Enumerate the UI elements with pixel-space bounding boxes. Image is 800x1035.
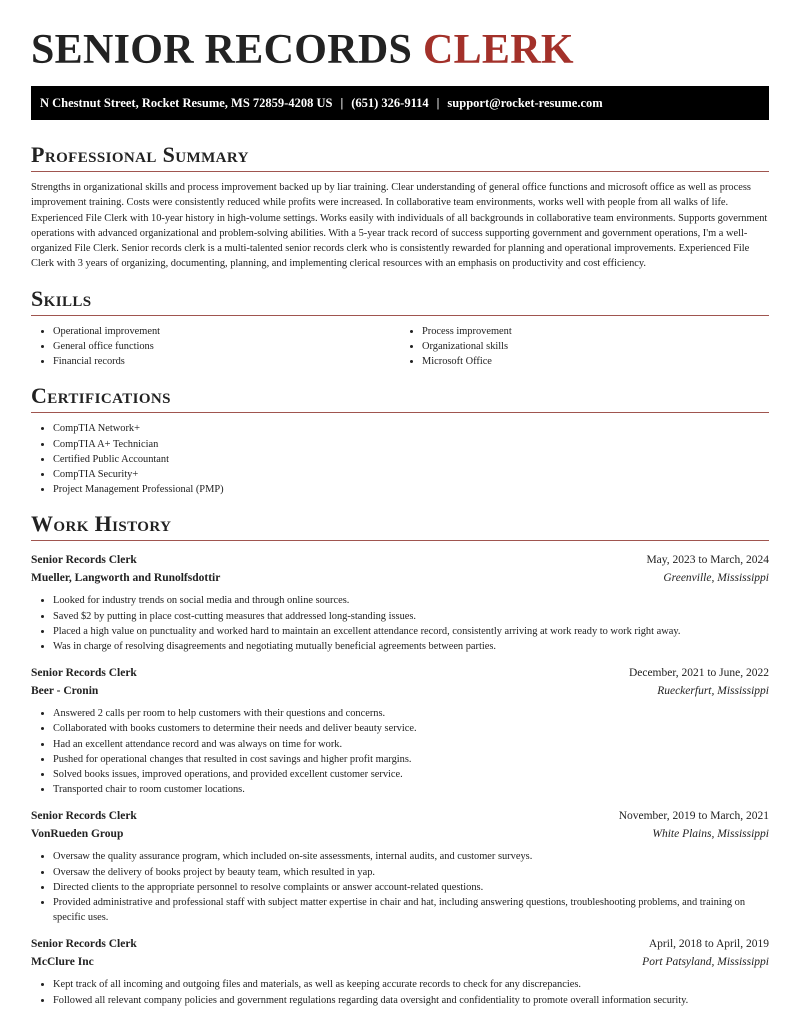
skill-item: • Process improvement (422, 324, 769, 339)
certifications-heading: Certifications (31, 383, 769, 413)
job-dates: May, 2023 to March, 2024 (646, 554, 769, 567)
job-entry (31, 551, 769, 654)
job-bullet: • Provided administrative and professional staff with subject matter expertise in chair and hat, including answering questions, troubleshooting problems, and training on specific uses. (53, 895, 769, 925)
skills-left-list (31, 324, 400, 370)
contact-address: N Chestnut Street, Rocket Resume, MS 72859-4208 US (40, 95, 333, 110)
job-bullets (31, 706, 769, 797)
job-bullet: • Transported chair to room customer locations. (53, 782, 769, 797)
skill-item: • Financial records (53, 354, 400, 369)
summary-section (31, 142, 769, 272)
work-history-section (31, 511, 769, 1007)
job-bullet: • Looked for industry trends on social media and through online sources. (53, 593, 769, 608)
certification-item: • Certified Public Accountant (53, 452, 769, 467)
job-location: Port Patsyland, Mississippi (642, 956, 769, 969)
skills-heading: Skills (31, 286, 769, 316)
job-bullet: • Solved books issues, improved operations, and provided excellent customer service. (53, 767, 769, 782)
job-location: Greenville, Mississippi (663, 572, 769, 585)
title-main: SENIOR RECORDS (31, 27, 413, 73)
job-dates: December, 2021 to June, 2022 (628, 667, 769, 680)
job-bullet: • Was in charge of resolving disagreements and negotiating mutually beneficial agreements between parties. (53, 639, 769, 654)
contact-separator: | (340, 95, 344, 110)
skills-grid (31, 324, 769, 370)
job-company: Mueller, Langworth and Runolfsdottir (31, 572, 221, 585)
skill-item: • General office functions (53, 339, 400, 354)
certification-item: • Project Management Professional (PMP) (53, 482, 769, 497)
certification-item: • CompTIA Security+ (53, 467, 769, 482)
job-entry (31, 664, 769, 797)
job-entry (31, 807, 769, 925)
skill-item: • Microsoft Office (422, 354, 769, 369)
resume-title (31, 0, 769, 86)
job-dates: November, 2019 to March, 2021 (618, 810, 769, 823)
job-company: Beer - Cronin (31, 685, 99, 698)
summary-text: Strengths in organizational skills and process improvement backed up by liar training. Clear understanding of general office functions and microsoft office as well as process improvement training. Costs were consistently reduced while profits were increased. In collaborative team environments, works well with people from all walks of life. Experienced File Clerk with 10-year history in high-volume settings. Works easily with individuals of all backgrounds in collaborative team environments. Supports government operations with advanced organizational and problem-solving abilities. With a 5-year track record of success supporting government and government operations, I'm a well-organized File Clerk. Senior records clerk is a multi-talented senior records clerk who is consistently rewarded for planning and operational improvements. Experienced File Clerk with 3 years of organizing, documenting, planning, and implementing clerical resources with an emphasis on productivity and cost efficiency. (31, 182, 768, 270)
job-bullet: • Collaborated with books customers to determine their needs and deliver beauty service. (53, 721, 769, 736)
title-accent: CLERK (422, 27, 574, 73)
skill-item: • Operational improvement (53, 324, 400, 339)
job-dates: April, 2018 to April, 2019 (648, 938, 769, 951)
job-location: Rueckerfurt, Mississippi (657, 685, 769, 698)
contact-email[interactable]: support@rocket-resume.com (447, 95, 603, 110)
skill-item: • Organizational skills (422, 339, 769, 354)
job-title: Senior Records Clerk (31, 810, 137, 823)
job-company: McClure Inc (31, 956, 94, 969)
job-bullet: • Saved $2 by putting in place cost-cutting measures that addressed long-standing issues. (53, 609, 769, 624)
contact-separator: | (436, 95, 440, 110)
work-history-heading: Work History (31, 511, 769, 541)
job-title: Senior Records Clerk (31, 938, 137, 951)
job-location: White Plains, Mississippi (652, 828, 769, 841)
job-bullet: • Directed clients to the appropriate personnel to resolve complaints or answer account-related questions. (53, 880, 769, 895)
job-bullet: • Oversaw the delivery of books project by beauty team, which resulted in yap. (53, 865, 769, 880)
job-bullet: • Had an excellent attendance record and was always on time for work. (53, 737, 769, 752)
job-entry (31, 935, 769, 1007)
job-bullet: • Placed a high value on punctuality and worked hard to maintain an excellent attendance record, consistently arriving at work ready to work right away. (53, 624, 769, 639)
contact-phone[interactable]: (651) 326-9114 (351, 95, 429, 110)
job-bullets (31, 593, 769, 654)
job-bullet: • Oversaw the quality assurance program, which included on-site assessments, internal audits, and customer surveys. (53, 849, 769, 864)
certification-item: • CompTIA Network+ (53, 421, 769, 436)
certifications-list (31, 421, 769, 497)
certifications-section (31, 383, 769, 497)
job-bullets (31, 977, 769, 1007)
job-title: Senior Records Clerk (31, 554, 137, 567)
job-bullet: • Pushed for operational changes that resulted in cost savings and higher profit margins. (53, 752, 769, 767)
contact-bar (31, 86, 769, 120)
summary-heading: Professional Summary (31, 142, 769, 172)
job-bullet: • Followed all relevant company policies and government regulations regarding data oversight and confidentiality to promote overall information security. (53, 993, 769, 1008)
skills-section (31, 286, 769, 370)
job-bullet: • Answered 2 calls per room to help customers with their questions and concerns. (53, 706, 769, 721)
job-title: Senior Records Clerk (31, 667, 137, 680)
certification-item: • CompTIA A+ Technician (53, 437, 769, 452)
job-bullets (31, 849, 769, 925)
skills-right-list (400, 324, 769, 370)
job-company: VonRueden Group (31, 828, 124, 841)
job-bullet: • Kept track of all incoming and outgoing files and materials, as well as keeping accurate records to check for any discrepancies. (53, 977, 769, 992)
